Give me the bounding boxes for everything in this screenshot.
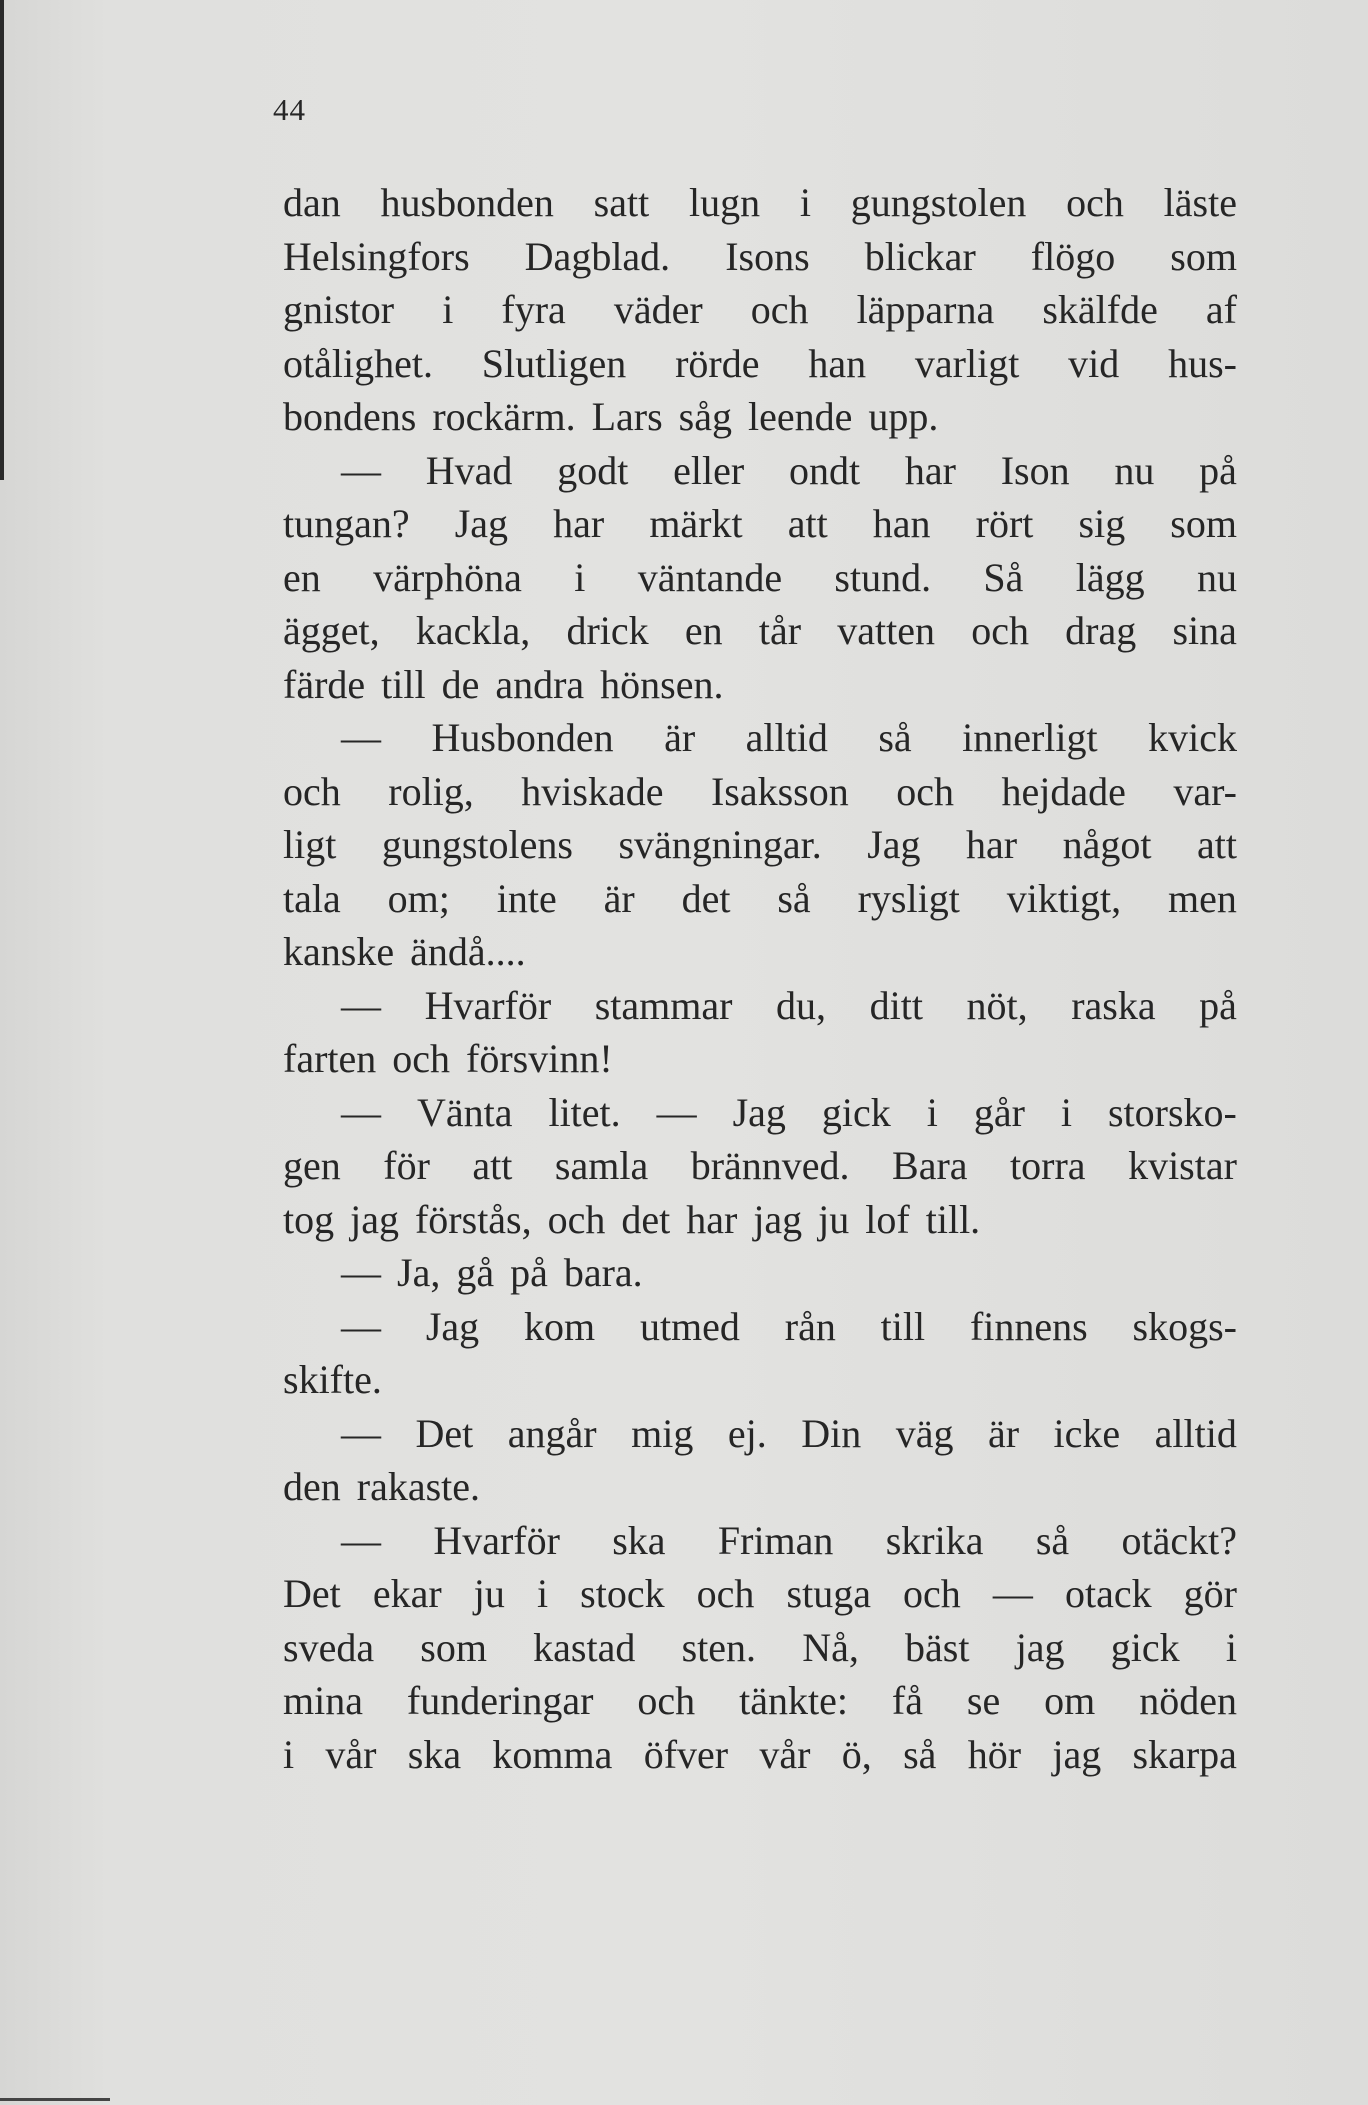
text-line: Helsingfors Dagblad. Isons blickar flögo som	[283, 233, 1237, 279]
text-line: — Husbonden är alltid så innerligt kvick	[341, 715, 1237, 760]
text-line: skifte.	[283, 1357, 382, 1402]
text-line: Det ekar ju i stock och stuga och — otack gör	[283, 1571, 1237, 1616]
text-line: mina funderingar och tänkte: få se om nöden	[283, 1678, 1237, 1723]
text-line: — Hvad godt eller ondt har Ison nu på	[341, 447, 1237, 493]
scan-edge-mark	[0, 2098, 110, 2101]
text-line: otålighet. Slutligen rörde han varligt vid hus-	[283, 340, 1237, 386]
page-number: 44	[273, 92, 306, 127]
text-line: ligt gungstolens svängningar. Jag har något att	[283, 822, 1237, 867]
text-line: — Vänta litet. — Jag gick i går i storsko-	[341, 1089, 1237, 1135]
text-line: i vår ska komma öfver vår ö, så hör jag skarpa	[283, 1731, 1237, 1777]
text-line: sveda som kastad sten. Nå, bäst jag gick i	[283, 1624, 1237, 1670]
text-line: tungan? Jag har märkt att han rört sig som	[283, 501, 1237, 546]
text-line: färde till de andra hönsen.	[283, 661, 724, 707]
page-edge-shadow	[0, 0, 4, 480]
body-text	[283, 176, 1237, 1781]
text-line: — Jag kom utmed rån till finnens skogs-	[341, 1303, 1237, 1349]
text-line: tala om; inte är det så rysligt viktigt, men	[283, 875, 1237, 921]
text-line: — Det angår mig ej. Din väg är icke alltid	[341, 1410, 1237, 1456]
text-line: bondens rockärm. Lars såg leende upp.	[283, 394, 939, 439]
text-line: ägget, kackla, drick en tår vatten och drag sina	[283, 608, 1237, 653]
text-line: den rakaste.	[283, 1464, 481, 1509]
text-line: gen för att samla brännved. Bara torra kvistar	[283, 1143, 1237, 1188]
text-line: farten och försvinn!	[283, 1036, 613, 1081]
text-line: en värphöna i väntande stund. Så lägg nu	[283, 554, 1237, 600]
text-line: — Hvarför stammar du, ditt nöt, raska på	[341, 982, 1237, 1028]
text-line: dan husbonden satt lugn i gungstolen och läste	[283, 180, 1237, 225]
text-line: — Hvarför ska Friman skrika så otäckt?	[341, 1517, 1237, 1563]
text-line: gnistor i fyra väder och läpparna skälfde af	[283, 287, 1237, 332]
text-line: — Ja, gå på bara.	[341, 1250, 643, 1295]
text-line: och rolig, hviskade Isaksson och hejdade var-	[283, 768, 1237, 814]
text-line: kanske ändå....	[283, 929, 526, 974]
text-line: tog jag förstås, och det har jag ju lof till.	[283, 1196, 981, 1242]
